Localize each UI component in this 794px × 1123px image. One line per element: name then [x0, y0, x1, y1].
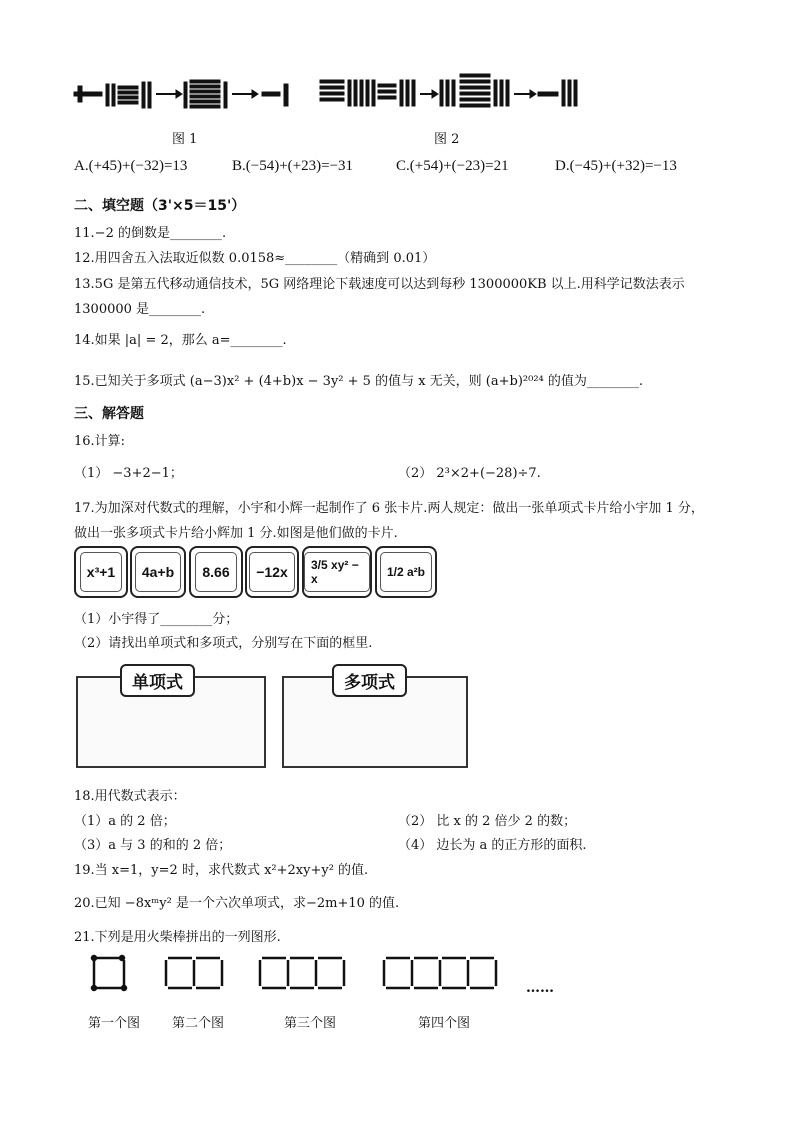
- card-5-text: 3/5 xy² − x: [304, 552, 370, 592]
- card-5: [302, 546, 372, 598]
- question-19: 19.当 x=1，y=2 时，求代数式 x²+2xy+y² 的值.: [74, 863, 369, 878]
- question-17-part2: （2）请找出单项式和多项式，分别写在下面的框里.: [74, 636, 373, 651]
- section-3-title: 三、解答题: [74, 406, 144, 422]
- matchstick-figure-2: [166, 958, 222, 988]
- matchstick-figure-3: [260, 958, 344, 988]
- question-11: 11.−2 的倒数是________.: [74, 226, 227, 241]
- section-2-title: 二、填空题（3'×5＝15'）: [74, 198, 246, 214]
- question-16-part2: （2） 2³×2+(−28)÷7.: [398, 466, 541, 481]
- option-a: A.(+45)+(−32)=13: [74, 158, 188, 174]
- question-17-line2: 做出一张多项式卡片给小辉加 1 分.如图是他们做的卡片.: [74, 526, 398, 541]
- monomial-label: 单项式: [120, 664, 195, 697]
- figure-1-caption: 图 1: [172, 132, 198, 147]
- card-4-text: −12x: [249, 552, 295, 592]
- question-15: 15.已知关于多项式 (a−3)x² + (4+b)x − 3y² + 5 的值与 x 无关，则 (a+b)²⁰²⁴ 的值为________.: [74, 374, 644, 389]
- card-6: [375, 546, 437, 598]
- question-16-title: 16.计算:: [74, 434, 126, 449]
- card-1-text: x³+1: [80, 552, 122, 592]
- question-13-line1: 13.5G 是第五代移动通信技术，5G 网络理论下载速度可以达到每秒 1300000KB 以上.用科学记数法表示: [74, 277, 685, 292]
- question-18-part2: （2） 比 x 的 2 倍少 2 的数；: [398, 814, 577, 829]
- question-12: 12.用四舍五入法取近似数 0.0158≈________（精确到 0.01）: [74, 251, 436, 266]
- matchstick-figure-1: [92, 956, 126, 990]
- question-21: 21.下列是用火柴棒拼出的一列图形.: [74, 930, 281, 945]
- question-17-part1: （1）小宇得了________分；: [74, 612, 239, 627]
- question-18-title: 18.用代数式表示：: [74, 789, 186, 804]
- question-18-part3: （3）a 与 3 的和的 2 倍；: [74, 838, 232, 853]
- caption-fig-1: 第一个图: [88, 1016, 141, 1031]
- question-13-line2: 1300000 是________.: [74, 302, 206, 317]
- card-4: [245, 546, 299, 598]
- figure-2: [320, 74, 577, 107]
- card-6-text: 1/2 a²b: [380, 552, 432, 592]
- counting-rods-figures: [72, 72, 592, 114]
- question-20: 20.已知 −8xᵐy² 是一个六次单项式，求−2m+10 的值.: [74, 896, 400, 911]
- caption-fig-2: 第二个图: [172, 1016, 225, 1031]
- card-3-text: 8.66: [195, 552, 236, 592]
- question-17-line1: 17.为加深对代数式的理解，小宇和小辉一起制作了 6 张卡片.两人规定：做出一张单项式卡片给小宇加 1 分，: [74, 501, 704, 516]
- polynomial-label: 多项式: [332, 664, 407, 697]
- card-2-text: 4a+b: [135, 552, 181, 592]
- option-b: B.(−54)+(+23)=−31: [232, 158, 354, 174]
- figure-1: [74, 80, 288, 108]
- ellipsis: ……: [526, 980, 554, 996]
- option-c: C.(+54)+(−23)=21: [396, 158, 509, 174]
- option-d: D.(−45)+(+32)=−13: [555, 158, 677, 174]
- card-3: [189, 546, 243, 598]
- figure-2-caption: 图 2: [434, 132, 460, 147]
- caption-fig-4: 第四个图: [418, 1016, 471, 1031]
- question-18-part4: （4） 边长为 a 的正方形的面积.: [398, 838, 587, 853]
- card-2: [130, 546, 186, 598]
- question-14: 14.如果 |a| = 2，那么 a=________.: [74, 333, 287, 348]
- matchstick-figure-4: [384, 958, 496, 988]
- question-16-part1: （1） −3+2−1；: [74, 466, 183, 481]
- matchstick-figures: [84, 950, 564, 1000]
- question-18-part1: （1）a 的 2 倍；: [74, 814, 176, 829]
- caption-fig-3: 第三个图: [284, 1016, 337, 1031]
- card-1: [74, 546, 128, 598]
